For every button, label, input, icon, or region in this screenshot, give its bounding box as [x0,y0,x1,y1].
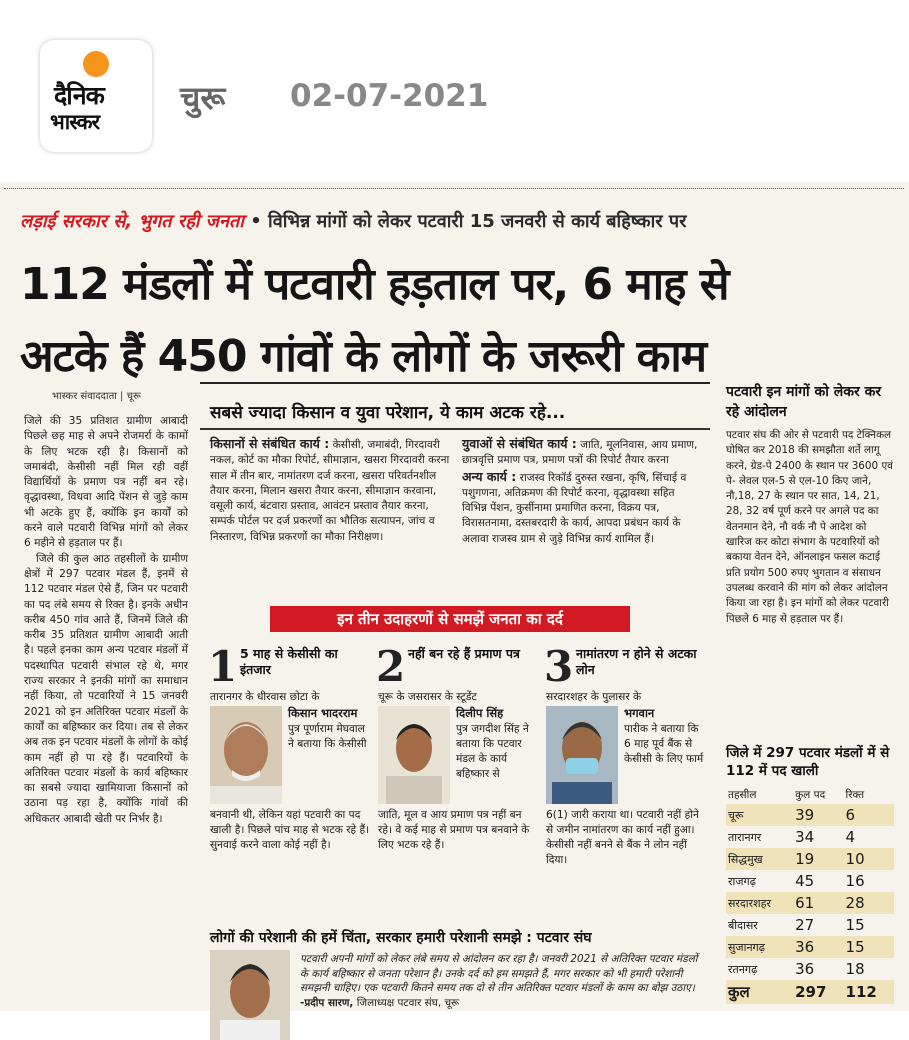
case-intro: तारानगर के धीरवास छोटा के [210,691,320,703]
case-number: 1 [208,642,238,691]
case-side: किसान भादरराम पुत्र पूर्णाराम मेघवाल ने बताया कि केसीसी [288,706,367,750]
table-header-row [726,786,894,804]
col-header-total: कुल पद [795,789,826,801]
col-header-vacant: रिक्त [845,789,865,801]
other-text: राजस्व रिकॉर्ड दुरुस्त रखना, कृषि, सिंचाई व पशुगणना, अतिक्रमण की रिपोर्ट करना, वृद्धावस्था सहित विभिन्न पेंशन, कुर्सीनामा प्रमाणित करना, विक्रय पत्र, विरासतनामा, दस्तबरदारी के कार्य, आपदा प्रबंधन कार्य के अलावा राजस्व ग्राम से जुड़े विभिन्न कार्य शामिल हैं। [462,471,687,545]
table-row: बीदासर 27 15 [728,916,865,934]
middle-title: सबसे ज्यादा किसान व युवा परेशान, ये काम अटक रहे... [210,403,566,423]
case-body: जाति, मूल व आय प्रमाण पत्र नहीं बन रहे। वे कई माह से प्रमाण पत्र बनवाने के लिए भटक रहे हैं। [378,809,530,851]
person-photo [378,706,450,804]
cut-line [4,188,904,189]
table-row: सुजानगढ़ 36 15 [726,936,894,958]
vacancy-table [726,786,894,1004]
right-column [726,382,894,1001]
case-body: 6(1) जारी कराया था। पटवारी नहीं होने से जमीन नामांतरण का कार्य नहीं हुआ। केसीसी नहीं बनने से बैंक ने लोन नहीं दिया। [546,809,699,866]
youth-works [462,436,702,547]
left-paragraph-1: जिले की 35 प्रतिशत ग्रामीण आबादी पिछले छह माह से अपने रोजमर्रा के कामों के लिए भटक रही है। किसानों को जमाबंदी, केसीसी नहीं मिल रही वहीं विद्यार्थियों के प्रमाण पत्र नहीं बन रहे। वृद्धावस्था, विधवा आदि पेंशन से जुड़े काम भी अटके हुए हैं, क्योंकि इन कार्यों को करने वाले पटवारी विभिन्न मांगों को लेकर 6 महीने से हड़ताल पर हैं। [24,415,188,550]
person-photo [546,706,618,804]
table-row: रतनगढ़ 36 18 [728,960,865,978]
sun-icon [83,51,109,77]
kicker [20,209,686,233]
case-person-name: भगवान [624,706,655,720]
case-title: नहीं बन रहे हैं प्रमाण पत्र [408,646,520,661]
headline-line1: 112 मंडलों में पटवारी हड़ताल पर, 6 माह से [20,259,729,310]
case-title: 5 माह से केसीसी का इंतजार [240,646,338,677]
dainik-bhaskar-logo[interactable] [40,40,152,152]
person-photo [210,706,282,804]
kicker-dark: विभिन्न मांगों को लेकर पटवारी 15 जनवरी से कार्य बहिष्कार पर [268,211,687,232]
quote-signature: -प्रदीप सारण, [300,996,354,1009]
union-leader-photo [210,950,290,1040]
table-row: चूरू 39 6 [726,804,894,826]
edition-date: 02-07-2021 [290,78,489,114]
youth-label: युवाओं से संबंधित कार्य : [462,436,577,451]
case-side: भगवान पारीक ने बताया कि 6 माह पूर्व बैंक से केसीसी के लिए फार्म [624,706,704,765]
case-title: नामांतरण न होने से अटका लोन [576,646,697,677]
farmers-works [210,436,455,545]
logo-text-line1: दैनिक [54,81,104,110]
vacancy-table-title: जिले में 297 पटवार मंडलों में से 112 में पद खाली [726,745,890,779]
case-number: 3 [544,642,574,691]
table-row: सरदारशहर 61 28 [726,892,894,914]
byline: भास्कर संवाददाता | चूरू [52,391,141,402]
table-total-row: कुल 297 112 [726,980,894,1004]
case-card-3 [542,642,708,922]
middle-rule [200,428,710,430]
table-row: राजगढ़ 45 16 [728,872,865,890]
case-intro: चूरू के जसरासर के स्टूडेंट [378,691,477,703]
table-row: सिद्धमुख 19 10 [726,848,894,870]
logo-text-line2: भास्कर [50,110,100,134]
headline-line2: अटके हैं 450 गांवों के लोगों के जरूरी काम [20,331,707,382]
table-row: तारानगर 34 4 [728,828,856,846]
farmers-text: केसीसी, जमाबंदी, गिरदावरी नकल, कोर्ट का मौका रिपोर्ट, सीमाज्ञान, खसरा गिरदावरी करना साल में तीन बार, नामांतरण दर्ज करना, खसरा परिवर्तनशील तैयार करना, मिलान खसरा तैयार करना, सीमाज्ञान करवाना, वसूली कार्य, बंटवारा प्रस्ताव, आवंटन प्रस्ताव तैयार करना, सम्पर्क पोर्टल पर दर्ज प्रकरणों का भौतिक सत्यापन, जांच व निस्तारण, विभिन्न प्रकरणों का मौका निरीक्षण। [210,439,450,543]
union-statement-title: लोगों की परेशानी की हमें चिंता, सरकार हमारी परेशानी समझे : पटवार संघ [210,930,592,946]
case-card-1 [206,642,372,922]
case-card-2 [374,642,540,922]
youth-text: जाति, मूलनिवास, आय प्रमाण, छात्रवृत्ति प्रमाण पत्र, प्रमाण पत्रों की रिपोर्ट तैयार करना [462,439,698,467]
app-header [0,0,909,182]
left-paragraph-2: जिले की कुल आठ तहसीलों के ग्रामीण क्षेत्रों में 297 पटवार मंडल हैं, इनमें से 112 पटवार मंडल ऐसे हैं, जिन पर पटवारी का पद लंबे समय से रिक्त है। इनके अधीन करीब 450 गांव आते हैं, जिनमें जिले की करीब 35 प्रतिशत ग्रामीण आबादी आती है। पहले इनका काम अन्य पटवार मंडलों में पदस्थापित पटवारी संभाल रहे थे, मगर राज्य सरकार ने इनकी मांगों का समाधान नहीं किया, तो पटवारियों ने 15 जनवरी 2021 को इन अतिरिक्त पटवार मंडलों के कार्यों का बहिष्कार कर दिया। तब से लेकर अब तक इन पटवार मंडलों के लोगों के कोई काम नहीं हो पा रहे हैं। पटवारियों के अतिरिक्त पटवार मंडलों के कार्य बहिष्कार का सबसे ज्यादा खामियाजा किसानों को उठाना पड़ रहा है, क्योंकि गांवों की अधिकतर आबादी खेती पर निर्भर है। [24,552,188,825]
edition-city: चुरू [180,79,226,117]
case-person-name: किसान भादरराम [288,706,358,720]
farmers-label: किसानों से संबंधित कार्य : [210,436,330,451]
union-quote [300,952,700,1010]
case-side: दिलीप सिंह पुत्र जगदीश सिंह ने बताया कि पटवार मंडल के कार्य बहिष्कार से [456,706,529,780]
newspaper-clipping [0,182,909,1011]
case-body: बनवानी थी, लेकिन यहां पटवारी का पद खाली है। पिछले पांच माह से भटक रहे हैं। सुनवाई करने वाला कोई नहीं है। [210,809,370,851]
col-header-tehsil: तहसील [728,789,757,801]
case-person-name: दिलीप सिंह [456,706,504,720]
quote-signature-role: जिलाध्यक्ष पटवार संघ, चूरू [353,996,460,1009]
left-column [24,414,188,827]
middle-panel [200,382,710,1009]
kicker-red: लड़ाई सरकार से, भुगत रही जनता [20,211,244,232]
examples-banner: इन तीन उदाहरणों से समझें जनता का दर्द [270,606,630,632]
kicker-bullet: • [250,211,262,232]
case-number: 2 [376,642,406,691]
case-intro: सरदारशहर के पुलासर के [546,691,642,703]
other-label: अन्य कार्य : [462,468,517,484]
demands-title: पटवारी इन मांगों को लेकर कर रहे आंदोलन [726,384,882,420]
demands-text: पटवार संघ की ओर से पटवारी पद टेक्निकल घोषित कर 2018 की समझौता शर्ते लागू करने, ग्रेड-पे 2400 के स्थान पर 3600 एवं पे- लेवल एल-5 से एल-10 किए जाने, नौ,18, 27 के स्थान पर सात, 14, 21, 28, 32 वर्ष पूर्ण करने पर अगले पद का वेतनमान देने, नौ वर्क नौ पे आदेश को खारिज कर कोटा संभाग के पटवारियों को बकाया वेतन देने, ऑनलाइन फसल कटाई प्रति प्रयोग 500 रुपए भुगतान व संसाधन उपलब्ध करवाने की मांग को लेकर आंदोलन किया जा रहा है। इन मांगों को लेकर पटवारी पिछले 6 माह से हड़ताल पर हैं। [726,429,893,625]
quote-text: पटवारी अपनी मांगों को लेकर लंबे समय से आंदोलन कर रहा है। जनवरी 2021 से अतिरिक्त पटवार मंडलों के कार्य बहिष्कार से जनता परेशान है। उनके दर्द को हम समझते हैं, मगर सरकार को भी हमारी परेशानी समझनी चाहिए। एक पटवारी कितने समय तक दो से तीन अतिरिक्त पटवार मंडलों के काम का बोझ उठाए। [300,953,698,995]
